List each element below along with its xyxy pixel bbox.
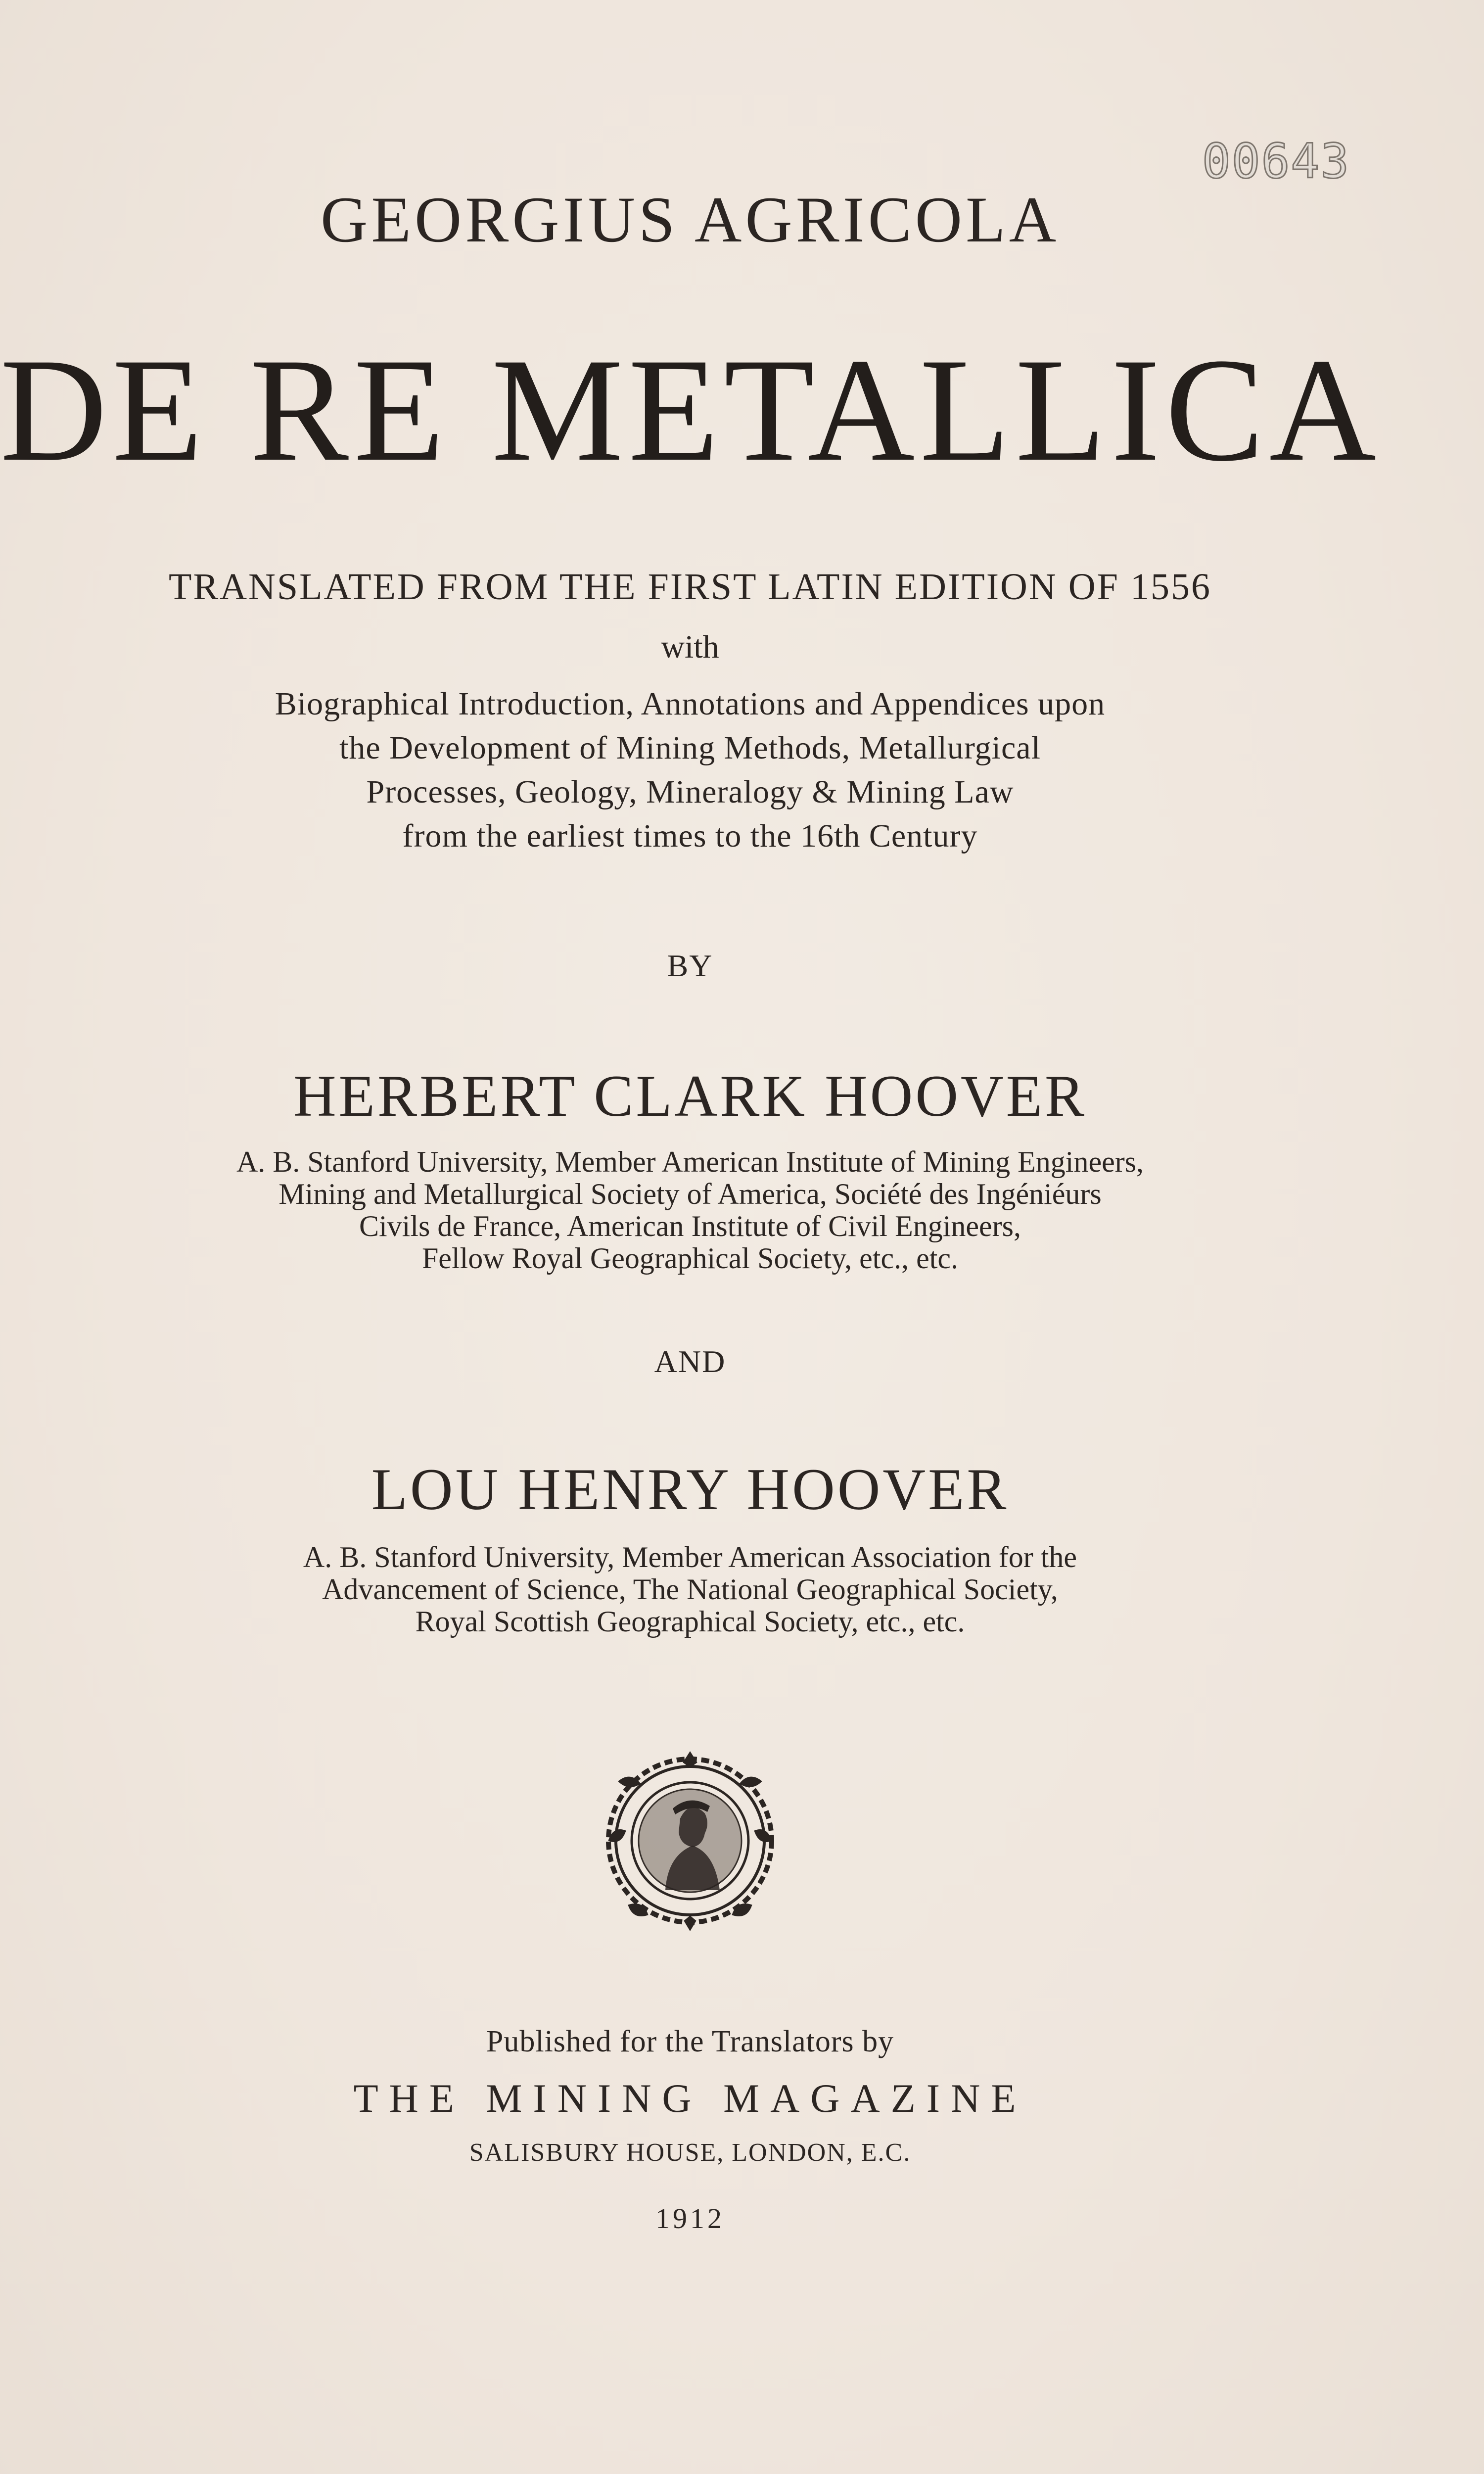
publisher-name: THE MINING MAGAZINE (353, 2076, 1027, 2121)
with-label: with (661, 629, 719, 665)
translation-note: TRANSLATED FROM THE FIRST LATIN EDITION OF 1556 (169, 566, 1211, 608)
catalog-stamp-number: 00643 (1202, 134, 1350, 189)
portrait-medallion-icon (599, 1747, 782, 1932)
translator-credentials-line: Fellow Royal Geographical Society, etc., etc. (421, 1242, 959, 1275)
by-label: BY (667, 948, 713, 983)
subtitle-line: Processes, Geology, Mineralogy & Mining Law (366, 774, 1014, 810)
author-heading: GEORGIUS AGRICOLA (320, 183, 1060, 256)
publisher-address: SALISBURY HOUSE, LONDON, E.C. (469, 2139, 911, 2167)
translator-credentials-line: Royal Scottish Geographical Society, etc., etc. (415, 1605, 965, 1638)
publication-year: 1912 (655, 2202, 725, 2235)
and-label: AND (654, 1344, 726, 1379)
translator-credentials-line: A. B. Stanford University, Member American Association for the (303, 1541, 1077, 1573)
translator-name: LOU HENRY HOOVER (371, 1456, 1009, 1522)
published-for-note: Published for the Translators by (486, 2025, 894, 2058)
translator-credentials-line: Advancement of Science, The National Geographical Society, (322, 1573, 1058, 1606)
translator-name: HERBERT CLARK HOOVER (293, 1063, 1087, 1129)
subtitle-line: Biographical Introduction, Annotations and Appendices upon (275, 686, 1106, 722)
subtitle-line: from the earliest times to the 16th Century (402, 818, 978, 854)
translator-credentials-line: A. B. Stanford University, Member American Institute of Mining Engineers, (236, 1145, 1144, 1178)
subtitle-line: the Development of Mining Methods, Metallurgical (339, 730, 1041, 766)
translator-credentials-line: Mining and Metallurgical Society of America, Société des Ingéniéurs (278, 1178, 1102, 1210)
translator-credentials-line: Civils de France, American Institute of Civil Engineers, (359, 1210, 1021, 1242)
book-title: DE RE METALLICA (0, 328, 1382, 492)
